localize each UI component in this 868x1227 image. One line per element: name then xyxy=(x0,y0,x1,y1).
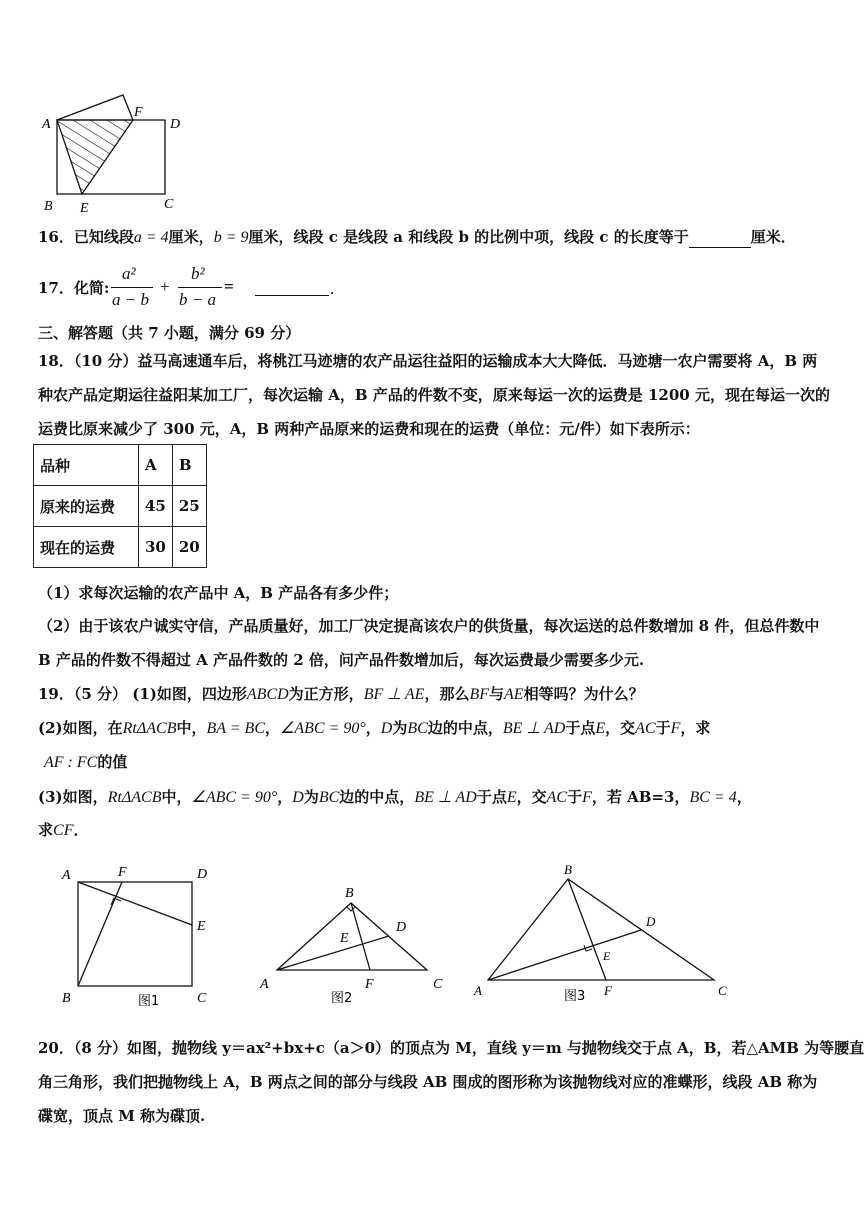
q16-prefix: 16．已知线段 xyxy=(38,228,134,246)
top-figure xyxy=(38,88,198,218)
figure-3-caption: 图3 xyxy=(564,989,586,1004)
fee-table xyxy=(33,444,207,568)
label-b: B xyxy=(62,991,71,1006)
square-abcd xyxy=(78,882,192,986)
math: E xyxy=(595,720,606,737)
q17-den1: a − b xyxy=(112,290,149,309)
text: 19．（5 分） (1)如图，四边形 xyxy=(38,685,247,703)
math: BE ⊥ AD xyxy=(502,720,566,737)
segment-bf xyxy=(351,903,370,970)
table-cell: 45 xyxy=(139,486,173,527)
label-d: D xyxy=(646,914,656,929)
text: 与 xyxy=(489,685,505,703)
table-row xyxy=(34,527,207,568)
q16-a: a = 4 xyxy=(133,229,169,246)
q17-fraction-bar-2 xyxy=(178,287,222,288)
math: BF xyxy=(469,686,489,703)
text: 中， xyxy=(176,719,207,737)
q17-prefix: 17．化简: xyxy=(38,279,110,297)
table-cell: 原来的运费 xyxy=(34,486,139,527)
segment-ad xyxy=(488,930,641,980)
label-e: E xyxy=(603,949,611,963)
q17-fraction-bar-1 xyxy=(111,287,153,288)
math: AF : FC xyxy=(44,754,98,771)
label-c: C xyxy=(718,983,727,998)
math: AE xyxy=(504,686,524,703)
figure-2 xyxy=(255,880,455,1010)
math: CF xyxy=(53,822,74,839)
figure-2-caption: 图2 xyxy=(331,991,353,1006)
math: BC xyxy=(318,789,340,806)
math: RtΔACB xyxy=(107,789,162,806)
label-a: A xyxy=(474,983,482,998)
q20-line-3: 碟宽，顶点 M 称为碟顶. xyxy=(38,1107,206,1125)
label-f: F xyxy=(604,983,612,998)
q16-suffix: 厘米． xyxy=(750,228,796,246)
label-e: E xyxy=(197,919,206,934)
text: ，那么 xyxy=(424,685,470,703)
segment-bf xyxy=(78,882,122,986)
q16-mid2: 厘米，线段 c 是线段 a 和线段 b 的比例中项，线段 c 的长度等于 xyxy=(248,228,689,246)
figure-3 xyxy=(470,862,740,1012)
q16-b: b = 9 xyxy=(213,229,249,246)
table-header-row xyxy=(34,445,207,486)
text: 边的中点， xyxy=(339,788,415,806)
math: BC = 4 xyxy=(689,789,737,806)
label-a: A xyxy=(62,868,71,883)
math: BA = BC xyxy=(206,720,265,737)
right-angle-mark xyxy=(347,907,355,911)
math: D xyxy=(380,720,393,737)
q18-line-3: 运费比原来减少了 300 元，A，B 两种产品原来的运费和现在的运费（单位：元/件）如下表所示： xyxy=(38,420,700,438)
q19-line-5 xyxy=(38,820,88,841)
q17-equals: = xyxy=(224,277,234,296)
label-f: F xyxy=(134,105,143,120)
segment-ae xyxy=(78,882,192,925)
math: ∠ABC = 90° xyxy=(280,720,366,737)
label-e: E xyxy=(340,931,349,946)
text: 于 xyxy=(567,788,583,806)
q19-line-2 xyxy=(38,718,710,739)
text: (3)如图， xyxy=(38,788,108,806)
label-d: D xyxy=(170,117,181,132)
label-b: B xyxy=(44,199,53,214)
q19-line-3 xyxy=(44,752,127,773)
math: ABCD xyxy=(246,686,289,703)
text: 中， xyxy=(161,788,192,806)
text: 相等吗？为什么？ xyxy=(523,685,644,703)
math: ∠ABC = 90° xyxy=(191,789,278,806)
text: ， xyxy=(277,788,293,806)
text: 求 xyxy=(38,821,54,839)
text: 为正方形， xyxy=(288,685,364,703)
section-3-heading: 三、解答题（共 7 小题，满分 69 分） xyxy=(38,324,301,342)
triangle-abc xyxy=(488,879,714,980)
text: ． xyxy=(73,821,89,839)
text: 为 xyxy=(303,788,319,806)
text: ， xyxy=(736,788,752,806)
label-c: C xyxy=(433,977,443,992)
table-row xyxy=(34,486,207,527)
table-cell: 现在的运费 xyxy=(34,527,139,568)
text: ，交 xyxy=(516,788,547,806)
math: AC xyxy=(635,720,656,737)
label-a: A xyxy=(42,117,51,132)
q19-line-1 xyxy=(38,684,644,705)
math: F xyxy=(582,789,592,806)
q17-den2: b − a xyxy=(179,290,216,309)
q20-line-2: 角三角形，我们把抛物线上 A，B 两点之间的部分与线段 AB 围成的图形称为该抛物线对应的准蝶形，线段 AB 称为 xyxy=(38,1073,818,1091)
q18-line-1: 18．（10 分）益马高速通车后，将桃江马迹塘的农产品运往益阳的运输成本大大降低．马迹塘一农户需要将 A，B 两 xyxy=(38,352,818,370)
text: ，交 xyxy=(605,719,636,737)
figure-1-caption: 图1 xyxy=(138,994,160,1009)
segment-ad xyxy=(277,936,389,970)
text: ，求 xyxy=(680,719,711,737)
table-cell: 20 xyxy=(172,527,206,568)
text: ，若 AB=3， xyxy=(591,788,690,806)
label-b: B xyxy=(345,886,354,901)
label-a: A xyxy=(260,977,269,992)
table-header-cell: 品种 xyxy=(34,445,139,486)
text: 为 xyxy=(392,719,408,737)
segment-bf xyxy=(568,879,606,980)
text: 于点 xyxy=(565,719,596,737)
label-d: D xyxy=(197,867,208,882)
q17-answer-blank[interactable] xyxy=(255,279,329,296)
shaded-triangle xyxy=(57,120,133,194)
label-b: B xyxy=(564,862,572,877)
math: E xyxy=(506,789,517,806)
math: BE ⊥ AD xyxy=(414,789,477,806)
table-cell: 30 xyxy=(139,527,173,568)
text: 于 xyxy=(655,719,671,737)
q19-line-4 xyxy=(38,787,752,808)
text: 边的中点， xyxy=(427,719,503,737)
label-c: C xyxy=(197,991,207,1006)
label-d: D xyxy=(396,920,407,935)
table-header-cell: B xyxy=(172,445,206,486)
triangle-top xyxy=(57,95,133,120)
figure-1 xyxy=(55,858,225,1013)
text: (2)如图，在 xyxy=(38,719,123,737)
q18-sub-1: （1）求每次运输的农产品中 A，B 产品各有多少件； xyxy=(38,584,399,602)
q17-num1: a² xyxy=(122,264,136,283)
math: AC xyxy=(546,789,568,806)
q16-answer-blank[interactable] xyxy=(689,231,751,248)
q17-suffix: . xyxy=(330,279,335,298)
q20-line-1: 20．（8 分）如图，抛物线 y＝ax²+bx+c（a＞0）的顶点为 M，直线 y＝m 与抛物线交于点 A，B，若△AMB 为等腰直 xyxy=(38,1039,865,1057)
question-16 xyxy=(38,227,796,248)
math: RtΔACB xyxy=(122,720,177,737)
q18-sub-2a: （2）由于该农户诚实守信，产品质量好，加工厂决定提高该农户的供货量，每次运送的总件数增加 8 件，但总件数中 xyxy=(38,617,820,635)
math: F xyxy=(670,720,681,737)
table-cell: 25 xyxy=(172,486,206,527)
math: BF ⊥ AE xyxy=(363,686,425,703)
label-f: F xyxy=(118,865,127,880)
text: 于点 xyxy=(476,788,507,806)
table-header-cell: A xyxy=(139,445,173,486)
label-f: F xyxy=(365,977,374,992)
q18-line-2: 种农产品定期运往益阳某加工厂，每次运输 A，B 产品的件数不变，原来每运一次的运费是 1200 元，现在每运一次的 xyxy=(38,386,830,404)
label-e: E xyxy=(80,201,89,216)
q17-num2: b² xyxy=(191,264,205,283)
q16-mid1: 厘米， xyxy=(168,228,214,246)
text: ， xyxy=(264,719,280,737)
text: 的值 xyxy=(97,753,128,771)
triangle-abc xyxy=(277,903,427,970)
math: BC xyxy=(407,720,428,737)
q18-sub-2b: B 产品的件数不得超过 A 产品件数的 2 倍，问产品件数增加后，每次运费最少需要多少元. xyxy=(38,651,645,669)
q17-plus: + xyxy=(160,277,170,296)
math: D xyxy=(292,789,304,806)
label-c: C xyxy=(164,197,174,212)
text: ， xyxy=(365,719,381,737)
